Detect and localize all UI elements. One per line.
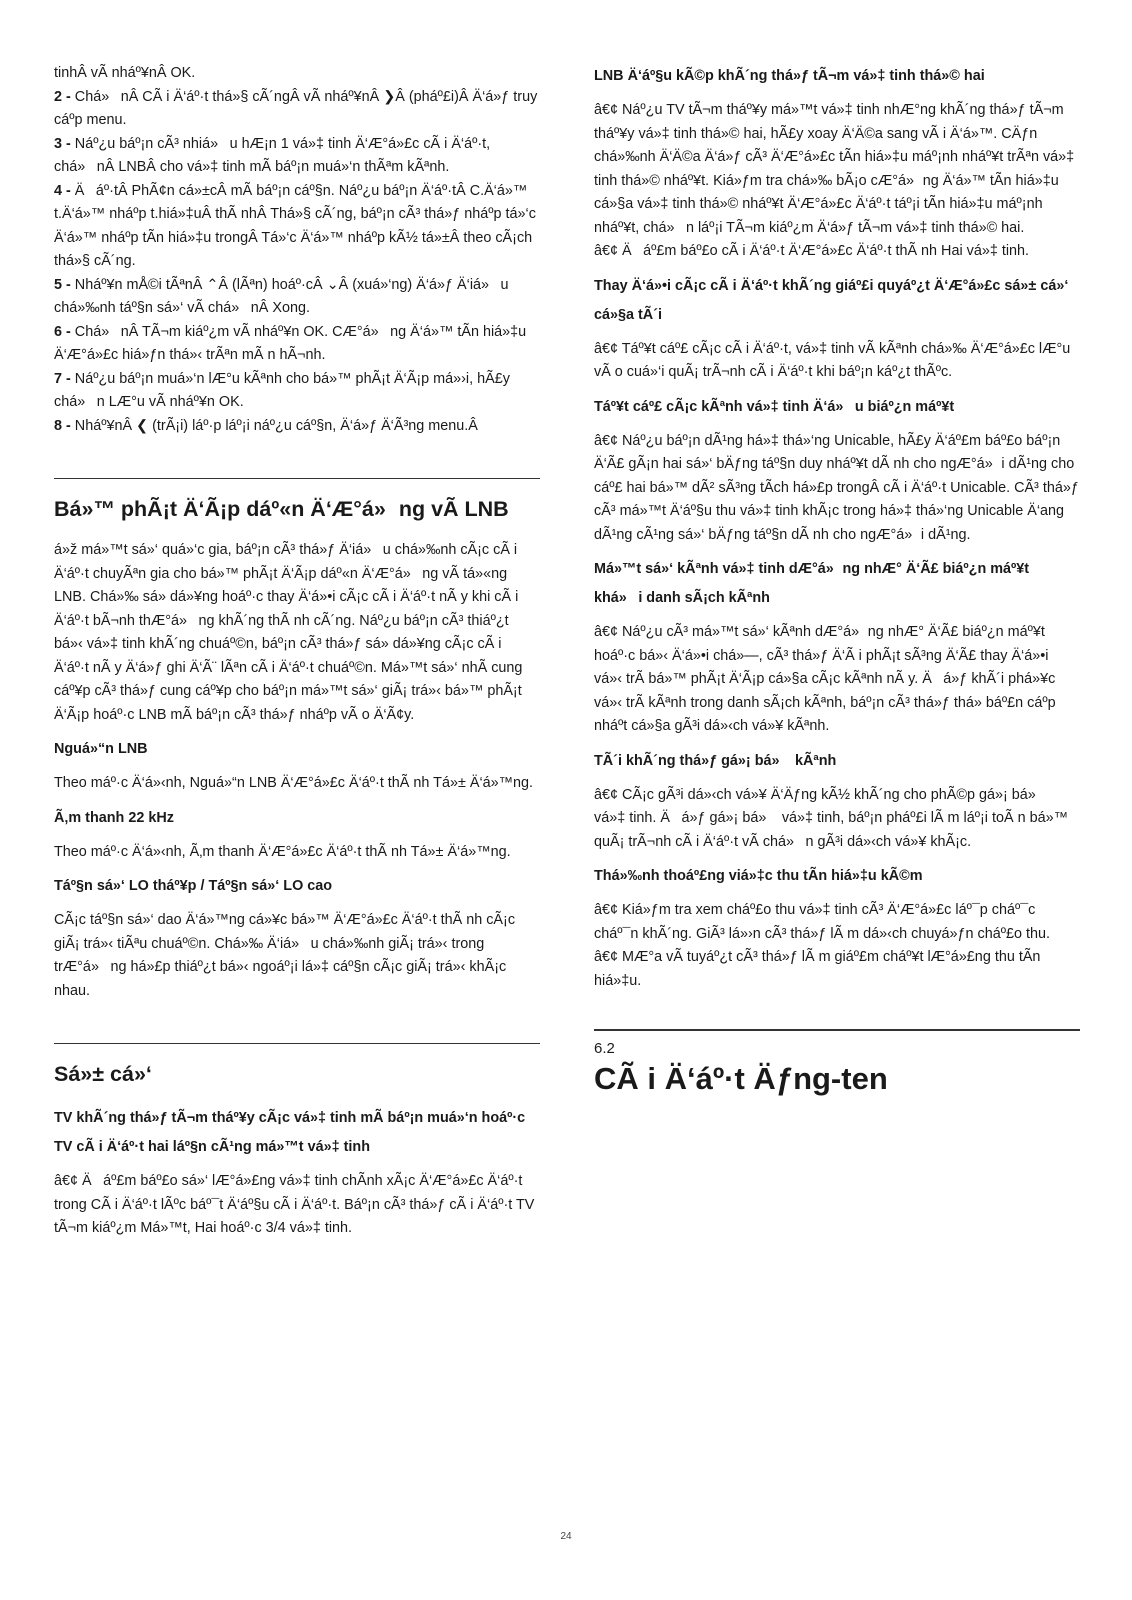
page-number: 24 — [560, 1531, 572, 1542]
left-column — [54, 62, 540, 1249]
subheading-22khz: Ã‚m thanh 22 kHz — [54, 809, 174, 826]
paragraph-dual-head-lnb: â€¢ Náº¿u TV tÃ¬m tháº¥y má»™t vá»‡ tinh nhÆ°ng khÃ´ng thá»ƒ tÃ¬m tháº¥y vá»‡ tinh thá»© hai, hÃ£y xoay Ä‘Ä©a sang vÃ i Ä‘á»™. CÄƒn chá»‰nh Ä‘Ä©a Ä‘á»ƒ cÃ³ Ä‘Æ°á»£c tÃn hiá»‡u máº¡nh nháº¥t trÃªn vá»‡ tinh thá»© nháº¥t. Kiá»ƒm tra chá»‰ bÃ¡o cÆ°á»ng Ä‘á»™ tÃn hiá»‡u cá»§a vá»‡ tinh thá»© nháº¥t Ä‘Æ°á»£c Ä‘áº·t táº¡i tÃn hiá»‡u máº¡nh nháº¥t, chá»n láº¡i TÃ¬m kiáº¿m Ä‘á»ƒ tÃ¬m vá»‡ tinh thá»© hai. — [594, 102, 1075, 236]
paragraph-lo-frequency: CÃ¡c táº§n sá»‘ dao Ä‘á»™ng cá»¥c bá»™ Ä‘Æ°á»£c Ä‘áº·t thÃ nh cÃ¡c giÃ¡ trá»‹ tiÃªu chuáº©n. Chá»‰ Ä‘iá»u chá»‰nh giÃ¡ trá»‹ trong trÆ°á»ng há»£p thiáº¿t bá»‹ ngoáº¡i lá»‡ cáº§n cÃ¡c giÃ¡ trá»‹ khÃ¡c nhau. — [54, 912, 516, 999]
subheading-cannot-remove: TÃ´i khÃ´ng thá»ƒ gá»¡ bá» kÃªnh — [594, 752, 837, 769]
paragraph-settings-not-solving: â€¢ Táº¥t cáº£ cÃ¡c cÃ i Ä‘áº·t, vá»‡ tinh vÃ kÃªnh chá»‰ Ä‘Æ°á»£c lÆ°u vÃ o cuá»‘i quÃ¡ trÃ¬nh cÃ i Ä‘áº·t khi báº¡n káº¿t thÃºc. — [594, 340, 1071, 380]
chapter-number: 6.2 — [594, 1040, 615, 1057]
subheading-settings-not-solving: Thay Ä‘á»•i cÃ¡c cÃ i Ä‘áº·t khÃ´ng giáº£i quyáº¿t Ä‘Æ°á»£c sá»± cá»‘ cá»§a tÃ´i — [594, 277, 1069, 323]
section-intro: á»ž má»™t sá»‘ quá»‘c gia, báº¡n cÃ³ thá»ƒ Ä‘iá»u chá»‰nh cÃ¡c cÃ i Ä‘áº·t chuyÃªn gia cho bá»™ phÃ¡t Ä‘Ã¡p dáº«n Ä‘Æ°á»ng vÃ tá»«ng LNB. Chá»‰ sá» dá»¥ng hoáº·c thay Ä‘á»•i cÃ¡c cÃ i Ä‘áº·t nÃ y khi cÃ i Ä‘áº·t bÃ¬nh thÆ°á»ng khÃ´ng thÃ nh cÃ´ng. Náº¿u báº¡n cÃ³ thiáº¿t bá»‹ vá»‡ tinh khÃ´ng chuáº©n, báº¡n cÃ³ thá»ƒ sá» dá»¥ng cÃ¡c cÃ i Ä‘áº·t nÃ y Ä‘á»ƒ ghi Ä‘Ã¨ lÃªn cÃ i Ä‘áº·t chuáº©n. Má»™t sá»‘ nhÃ cung cáº¥p cÃ³ thá»ƒ cung cáº¥p cho báº¡n má»™t sá»‘ giÃ¡ trá»‹ bá»™ phÃ¡t Ä‘Ã¡p hoáº·c LNB mÃ báº¡n cÃ³ thá»ƒ nháºp vÃ o Ä‘Ã¢y. — [54, 542, 523, 723]
paragraph-poor-reception: â€¢ Kiá»ƒm tra xem cháº£o thu vá»‡ tinh cÃ³ Ä‘Æ°á»£c láº¯p cháº¯c cháº¯n khÃ´ng. GiÃ³ lá»›n cÃ³ thá»ƒ lÃ m dá»‹ch chuyá»ƒn cháº£o thu. — [594, 902, 1051, 942]
paragraph-lnb-power: Theo máº·c Ä‘á»‹nh, Nguá»“n LNB Ä‘Æ°á»£c Ä‘áº·t thÃ nh Tá»± Ä‘á»™ng. — [54, 775, 534, 791]
paragraph-tv-cannot-find: â€¢ Äáº£m báº£o sá»‘ lÆ°á»£ng vá»‡ tinh chÃnh xÃ¡c Ä‘Æ°á»£c Ä‘áº·t trong CÃ i Ä‘áº·t lÃºc báº¯t Ä‘áº§u cÃ i Ä‘áº·t. Báº¡n cÃ³ thá»ƒ cÃ i Ä‘áº·t TV tÃ¬m kiáº¿m Má»™t, Hai hoáº·c 3/4 vá»‡ tinh. — [54, 1173, 535, 1236]
subheading-dual-head-lnb: LNB Ä‘áº§u kÃ©p khÃ´ng thá»ƒ tÃ¬m vá»‡ tinh thá»© hai — [594, 68, 985, 84]
step-3: 3 - Náº¿u báº¡n cÃ³ nhiá»u hÆ¡n 1 vá»‡ tinh Ä‘Æ°á»£c cÃ i Ä‘áº·t, chá»nÂ LNBÂ cho vá»‡ tinh mÃ báº¡n muá»‘n thÃªm kÃªnh. — [54, 135, 491, 175]
step-5: 5 - Nháº¥n mÅ©i tÃªnÂ ⌃Â (lÃªn) hoáº·cÂ ⌄Â (xuá»‘ng) Ä‘á»ƒ Ä‘iá»u chá»‰nh táº§n sá»‘ vÃ chá»nÂ Xong. — [54, 276, 509, 316]
right-column — [594, 62, 1080, 1099]
paragraph-all-channels-gone: â€¢ Náº¿u báº¡n dÃ¹ng há»‡ thá»‘ng Unicable, hÃ£y Ä‘áº£m báº£o báº¡n Ä‘Ã£ gÃ¡n hai sá»‘ bÄƒng táº§n duy nháº¥t dÃ nh cho ngÆ°á»i dÃ¹ng cho cáº£ hai bá»™ dÃ² sÃ³ng tÃch há»£p trongÂ cÃ i Ä‘áº·t Unicable. CÃ³ thá»ƒ cÃ³ má»™t Ä‘áº§u thu vá»‡ tinh khÃ¡c trong há»‡ thá»‘ng Unicable Ä‘ang dÃ¹ng cÃ¹ng sá»‘ bÄƒng táº§n dÃ nh cho ngÆ°á»i dÃ¹ng. — [594, 432, 1079, 543]
subheading-all-channels-gone: Táº¥t cáº£ cÃ¡c kÃªnh vá»‡ tinh Ä‘á»u biáº¿n máº¥t — [594, 398, 955, 415]
step-2: 2 - Chá»nÂ CÃ i Ä‘áº·t thá»§ cÃ´ngÂ vÃ nháº¥nÂ ❯Â (pháº£i)Â Ä‘á»ƒ truy cáºp menu. — [54, 88, 538, 128]
paragraph-22khz: Theo máº·c Ä‘á»‹nh, Ã‚m thanh Ä‘Æ°á»£c Ä‘áº·t thÃ nh Tá»± Ä‘á»™ng. — [54, 843, 511, 860]
subheading-poor-reception: Thá»‰nh thoáº£ng viá»‡c thu tÃn hiá»‡u kÃ©m — [594, 868, 923, 884]
subheading-some-channels-gone: Má»™t sá»‘ kÃªnh vá»‡ tinh dÆ°á»ng nhÆ° Ä‘Ã£ biáº¿n máº¥t khá»i danh sÃ¡ch kÃªnh — [594, 561, 1030, 606]
chapter-title: CÃ i Ä‘áº·t Äƒng-ten — [594, 1061, 888, 1096]
paragraph-cannot-remove: â€¢ CÃ¡c gÃ³i dá»‹ch vá»¥ Ä‘Äƒng kÃ½ khÃ´ng cho phÃ©p gá»¡ bá» vá»‡ tinh. Äá»ƒ gá»¡ bá» vá»‡ tinh, báº¡n pháº£i lÃ m láº¡i toÃ n bá»™ quÃ¡ trÃ¬nh cÃ i Ä‘áº·t vÃ chá»n gÃ³i dá»‹ch vá»¥ khÃ¡c. — [594, 786, 1068, 850]
step-7: 7 - Náº¿u báº¡n muá»‘n lÆ°u kÃªnh cho bá»™ phÃ¡t Ä‘Ã¡p má»›i, hÃ£y chá»n LÆ°u vÃ nháº¥n OK. — [54, 370, 510, 410]
section-title-transponders: Bá»™ phÃ¡t Ä‘Ã¡p dáº«n Ä‘Æ°á»ng vÃ LNB — [54, 497, 509, 521]
subheading-tv-cannot-find: TV khÃ´ng thá»ƒ tÃ¬m tháº¥y cÃ¡c vá»‡ tinh mÃ báº¡n muá»‘n hoáº·c TV cÃ i Ä‘áº·t hai láº§n cÃ¹ng má»™t vá»‡ tinh — [54, 1110, 526, 1155]
paragraph-dual-head-lnb-2: â€¢ Äáº£m báº£o cÃ i Ä‘áº·t Ä‘Æ°á»£c Ä‘áº·t thÃ nh Hai vá»‡ tinh. — [594, 243, 1030, 259]
step-line: tinhÂ vÃ nháº¥nÂ OK. — [54, 65, 196, 81]
paragraph-some-channels-gone: â€¢ Náº¿u cÃ³ má»™t sá»‘ kÃªnh dÆ°á»ng nhÆ° Ä‘Ã£ biáº¿n máº¥t hoáº·c bá»‹ Ä‘á»•i chá»—, cÃ³ thá»ƒ Ä‘Ã i phÃ¡t sÃ³ng Ä‘Ã£ thay Ä‘á»•i vá»‹ trÃ bá»™ phÃ¡t Ä‘Ã¡p cá»§a cÃ¡c kÃªnh nÃ y. Äá»ƒ khÃ´i phá»¥c vá»‹ trÃ kÃªnh trong danh sÃ¡ch kÃªnh, báº¡n cÃ³ thá»ƒ thá» báº£n cáºp nháºt cá»§a gÃ³i dá»‹ch vá»¥ kÃªnh. — [594, 624, 1056, 734]
step-6: 6 - Chá»nÂ TÃ¬m kiáº¿m vÃ nháº¥n OK. CÆ°á»ng Ä‘á»™ tÃn hiá»‡u Ä‘Æ°á»£c hiá»ƒn thá»‹ trÃªn mÃ n hÃ¬nh. — [54, 323, 527, 363]
step-4: 4 - Äáº·tÂ PhÃ¢n cá»±cÂ mÃ báº¡n cáº§n. Náº¿u báº¡n Ä‘áº·tÂ C.Ä‘á»™ t.Ä‘á»™ nháºp t.hiá»‡uÂ thÃ nhÂ Thá»§ cÃ´ng, báº¡n cÃ³ thá»ƒ nháºp tá»‘c Ä‘á»™ nháºp tÃn hiá»‡u trongÂ Tá»‘c Ä‘á»™ nháºp kÃ½ tá»±Â theo cÃ¡ch thá»§ cÃ´ng. — [54, 182, 536, 269]
manual-install-steps — [54, 62, 540, 438]
subheading-lo-frequency: Táº§n sá»‘ LO tháº¥p / Táº§n sá»‘ LO cao — [54, 878, 333, 894]
section-title-problems: Sá»± cá»‘ — [54, 1062, 152, 1086]
step-8: 8 - Nháº¥nÂ ❮ (trÃ¡i) láº·p láº¡i náº¿u cáº§n, Ä‘á»ƒ Ä‘Ã³ng menu.Â — [54, 417, 478, 434]
paragraph-poor-reception-2: â€¢ MÆ°a vÃ tuyáº¿t cÃ³ thá»ƒ lÃ m giáº£m cháº¥t lÆ°á»£ng thu tÃn hiá»‡u. — [594, 949, 1041, 989]
subheading-lnb-power: Nguá»“n LNB — [54, 741, 148, 757]
